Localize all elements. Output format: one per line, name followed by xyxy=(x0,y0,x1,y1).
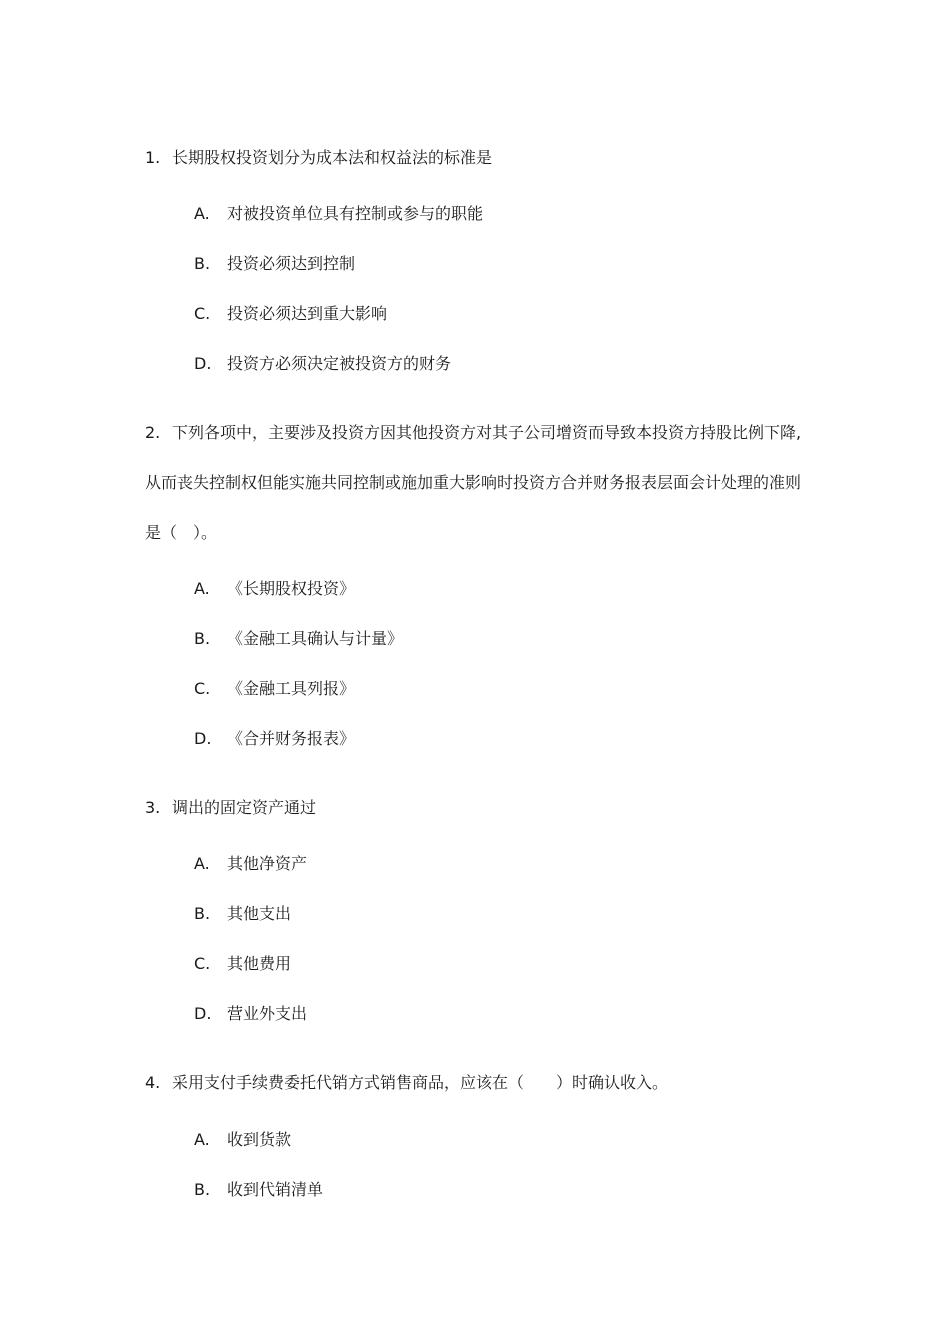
option-letter: C. xyxy=(194,304,211,323)
option-letter: D. xyxy=(194,729,212,748)
question-text: 采用支付手续费委托代销方式销售商品，应该在（ ）时确认收入。 xyxy=(172,1073,669,1092)
option-letter: B. xyxy=(194,904,211,923)
question-1-option-a xyxy=(194,202,483,226)
option-text: 《合并财务报表》 xyxy=(227,729,356,748)
option-letter: B. xyxy=(194,1180,211,1199)
question-1-option-b xyxy=(194,252,355,276)
question-4 xyxy=(145,1058,815,1108)
option-text: 对被投资单位具有控制或参与的职能 xyxy=(227,204,484,223)
question-number: 3. xyxy=(145,798,161,817)
question-2-option-a xyxy=(194,577,355,601)
option-text: 《金融工具列报》 xyxy=(227,679,356,698)
question-number: 4. xyxy=(145,1073,161,1092)
option-letter: C. xyxy=(194,954,211,973)
option-text: 其他支出 xyxy=(227,904,292,923)
option-letter: D. xyxy=(194,1004,212,1023)
question-2-option-b xyxy=(194,627,403,651)
option-letter: A. xyxy=(194,854,210,873)
option-text: 《长期股权投资》 xyxy=(227,579,356,598)
option-text: 投资必须达到重大影响 xyxy=(227,304,388,323)
question-3-option-c xyxy=(194,952,291,976)
question-4-option-b xyxy=(194,1178,323,1202)
question-number: 1. xyxy=(145,148,161,167)
question-text: 调出的固定资产通过 xyxy=(172,798,317,817)
option-letter: B. xyxy=(194,254,211,273)
question-4-option-a xyxy=(194,1128,291,1152)
question-number: 2. xyxy=(145,423,161,442)
question-3-option-b xyxy=(194,902,291,926)
question-3-option-d xyxy=(194,1002,307,1026)
question-2-option-d xyxy=(194,727,355,751)
option-text: 其他费用 xyxy=(227,954,292,973)
option-text: 收到代销清单 xyxy=(227,1180,324,1199)
option-letter: A. xyxy=(194,204,210,223)
question-3 xyxy=(145,783,815,833)
question-1-option-c xyxy=(194,302,387,326)
option-text: 其他净资产 xyxy=(227,854,308,873)
option-letter: C. xyxy=(194,679,211,698)
question-text: 下列各项中，主要涉及投资方因其他投资方对其子公司增资而导致本投资方持股比例下降,从而丧失控制权但能实施共同控制或施加重大影响时投资方合并财务报表层面会计处理的准则是（ ）。 xyxy=(145,423,802,542)
option-letter: A. xyxy=(194,1130,210,1149)
question-text: 长期股权投资划分为成本法和权益法的标准是 xyxy=(172,148,493,167)
question-1 xyxy=(145,133,815,183)
option-letter: D. xyxy=(194,354,212,373)
option-text: 营业外支出 xyxy=(227,1004,308,1023)
question-1-option-d xyxy=(194,352,451,376)
option-text: 收到货款 xyxy=(227,1130,292,1149)
option-text: 投资必须达到控制 xyxy=(227,254,356,273)
question-2 xyxy=(145,408,815,558)
option-text: 《金融工具确认与计量》 xyxy=(227,629,404,648)
question-3-option-a xyxy=(194,852,307,876)
option-letter: B. xyxy=(194,629,211,648)
question-2-option-c xyxy=(194,677,355,701)
option-text: 投资方必须决定被投资方的财务 xyxy=(227,354,452,373)
option-letter: A. xyxy=(194,579,210,598)
